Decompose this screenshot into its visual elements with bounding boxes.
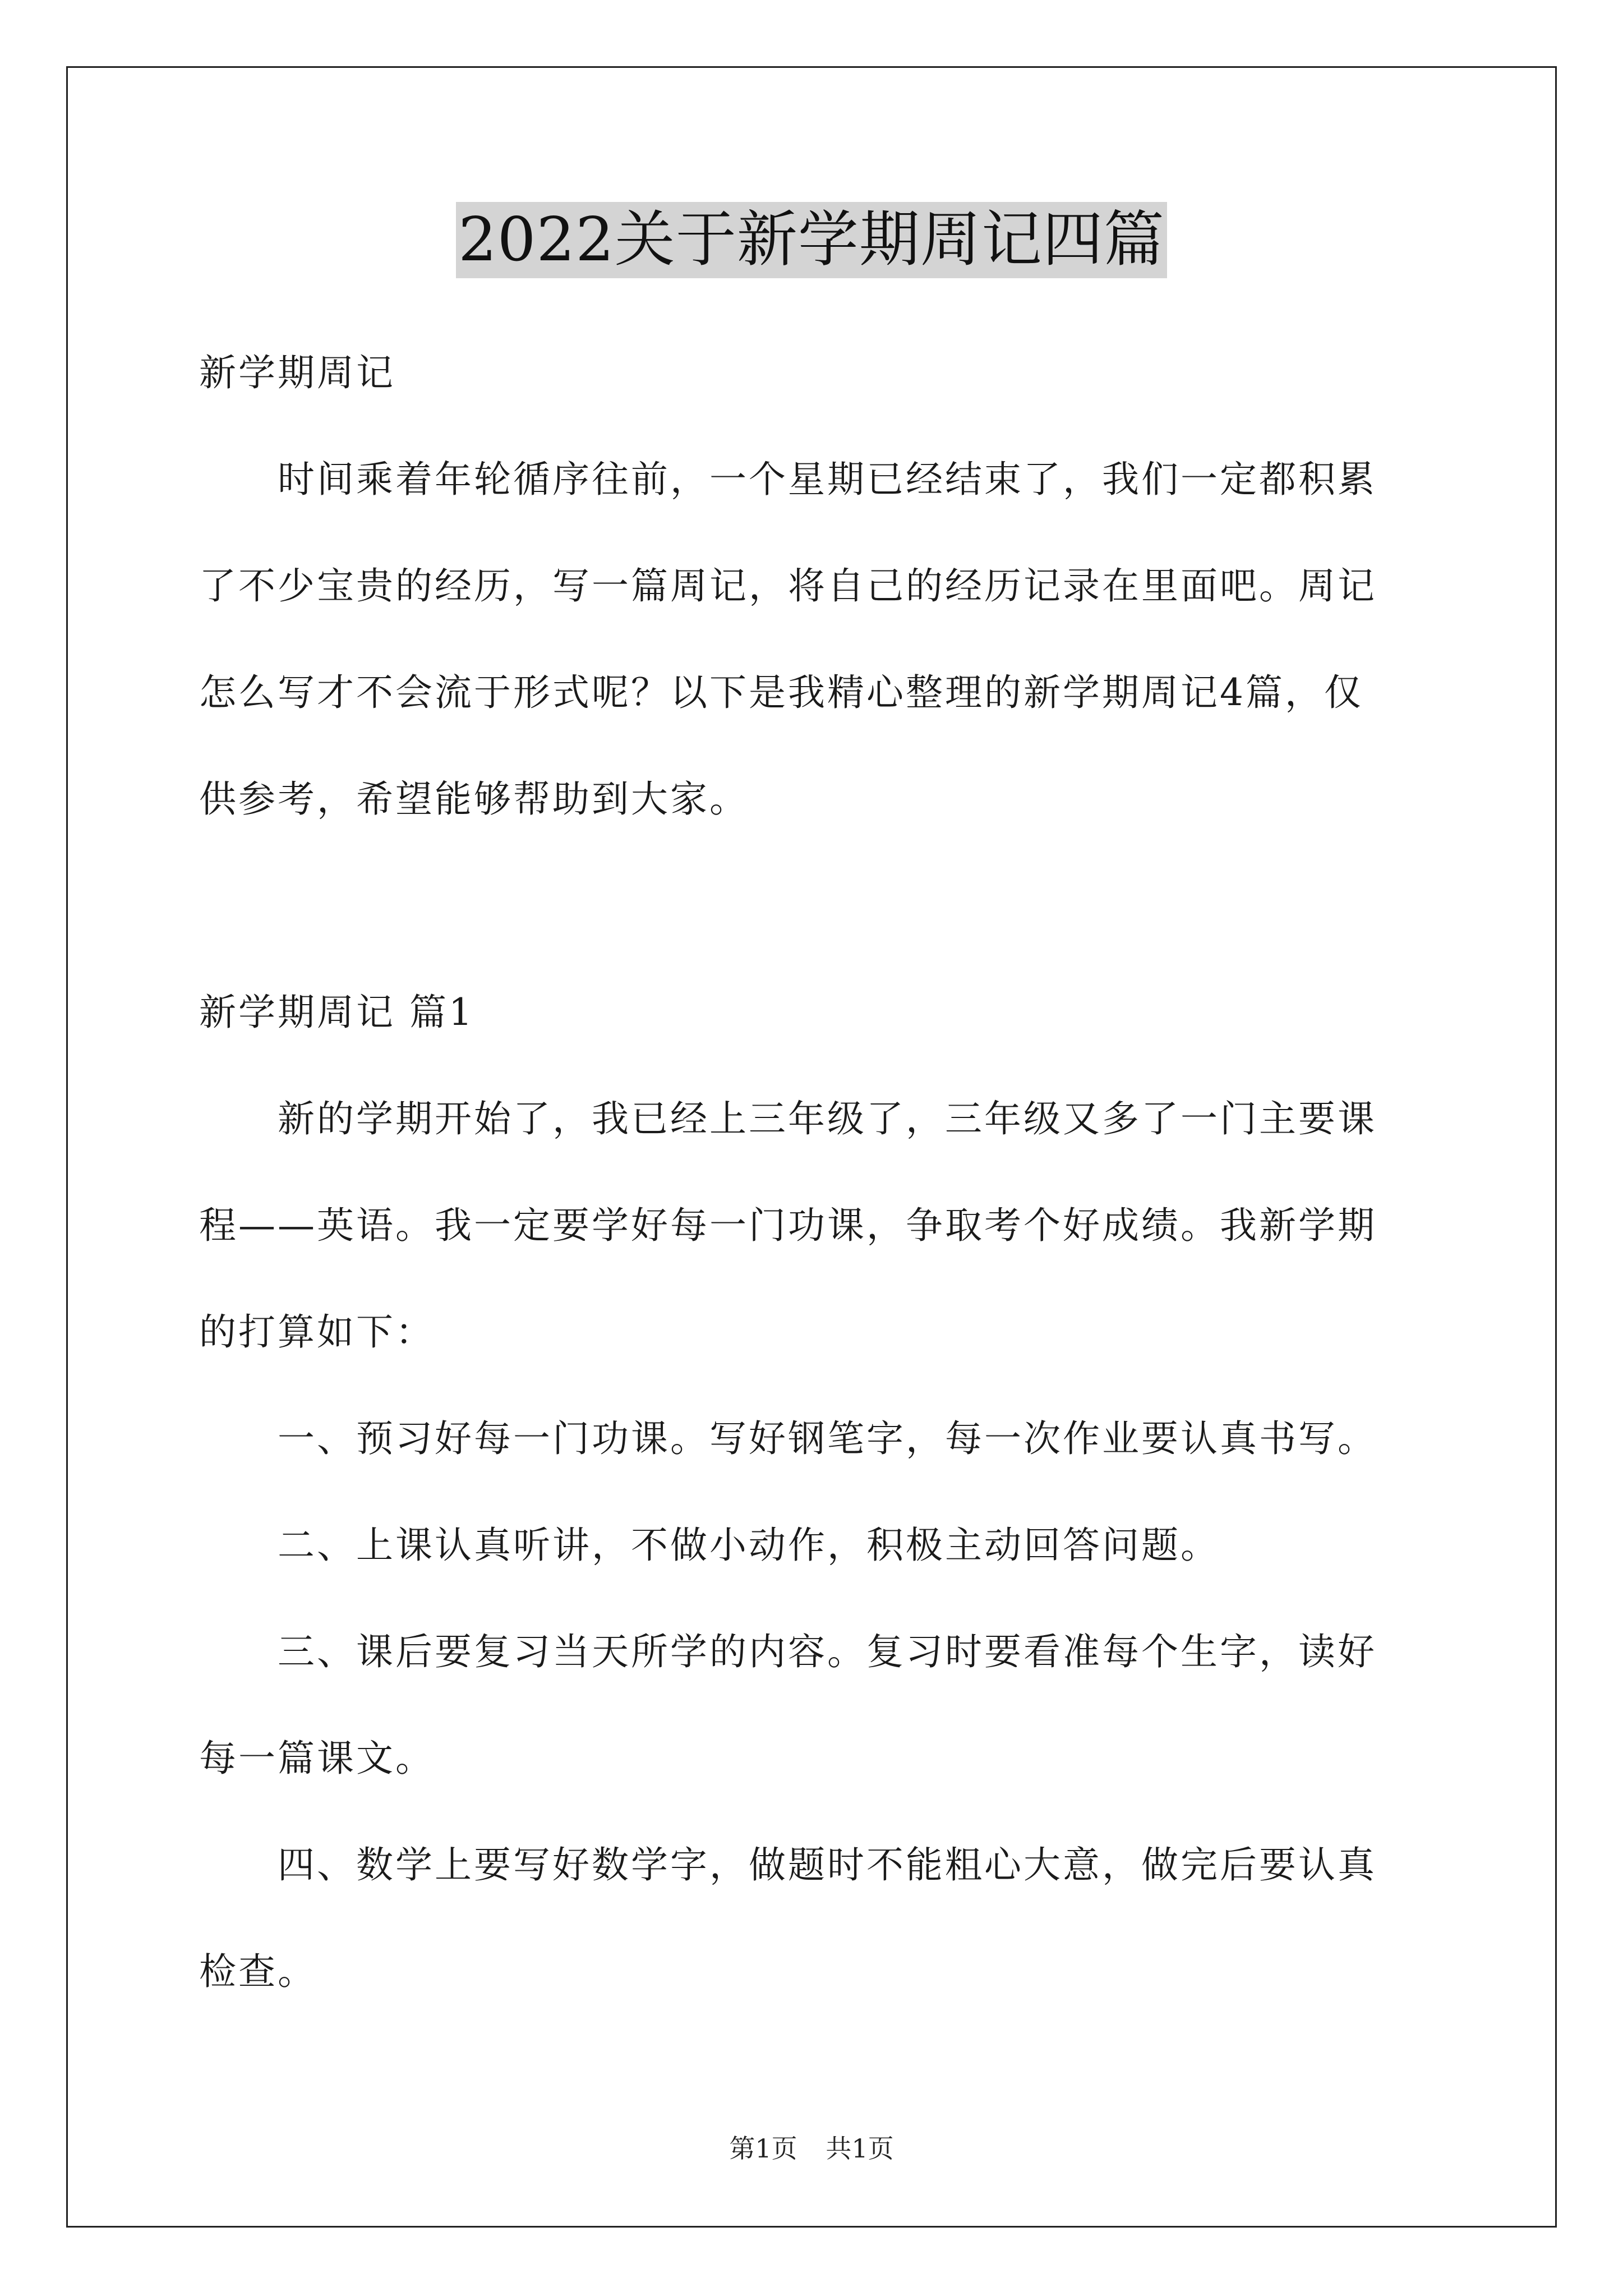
page-footer: [0, 2132, 1623, 2165]
document-body: [199, 320, 1433, 2025]
paragraph-line: 时间乘着年轮循序往前，一个星期已经结束了，我们一定都积累: [278, 458, 1377, 501]
list-item: 四、数学上要写好数学字，做题时不能粗心大意，做完后要认真: [278, 1843, 1377, 1887]
title-container: [0, 202, 1623, 278]
section-heading: 新学期周记 篇1: [199, 991, 474, 1034]
paragraph-line: 了不少宝贵的经历，写一篇周记，将自己的经历记录在里面吧。周记: [199, 564, 1377, 608]
paragraph-line: 检查。: [199, 1950, 317, 1993]
document-title: 2022关于新学期周记四篇: [456, 202, 1167, 278]
list-item: 二、上课认真听讲，不做小动作，积极主动回答问题。: [278, 1524, 1220, 1567]
paragraph-line: 每一篇课文。: [199, 1737, 435, 1780]
intro-heading: 新学期周记: [199, 351, 395, 394]
paragraph-line: 程——英语。我一定要学好每一门功课，争取考个好成绩。我新学期: [199, 1204, 1377, 1247]
list-item: 一、预习好每一门功课。写好钢笔字，每一次作业要认真书写。: [278, 1417, 1377, 1460]
page-number-current: 第1页: [729, 2133, 797, 2164]
list-item: 三、课后要复习当天所学的内容。复习时要看准每个生字，读好: [278, 1630, 1377, 1673]
paragraph-line: 怎么写才不会流于形式呢？以下是我精心整理的新学期周记4篇，仅: [199, 671, 1363, 714]
page-number-total: 共1页: [826, 2133, 894, 2164]
paragraph-line: 的打算如下：: [199, 1310, 435, 1354]
spacer: [199, 853, 1433, 959]
paragraph-line: 供参考，希望能够帮助到大家。: [199, 777, 749, 821]
paragraph-line: 新的学期开始了，我已经上三年级了，三年级又多了一门主要课: [278, 1097, 1377, 1140]
